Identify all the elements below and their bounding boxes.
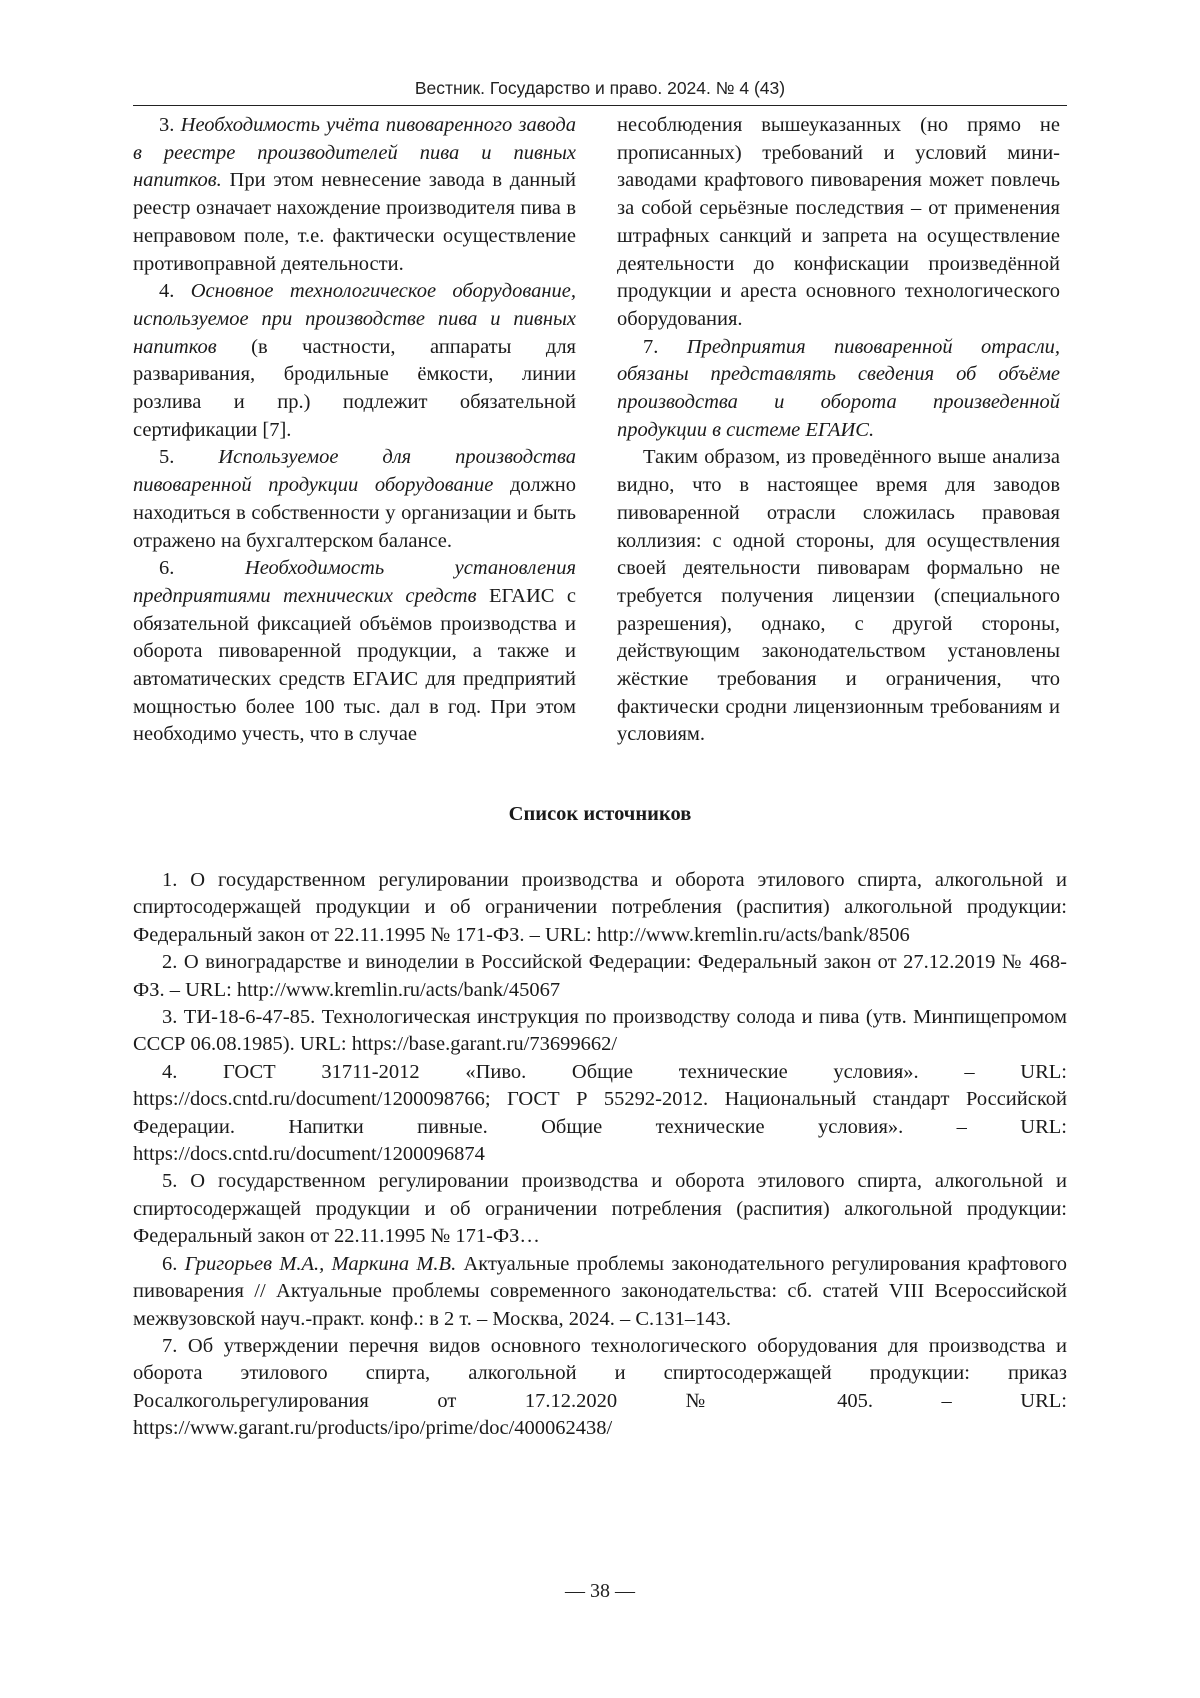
paragraph-item-4 — [133, 278, 576, 444]
reference-text: 7. Об утверждении перечня видов основного технологического оборудования для производства и оборота этилового спирта, алкогольной и спиртосодержащей продукции: приказ Росалкогольрегулирования от 17.12.2020 № 405. – URL: https://www.garant.ru/products/ipo/prime/doc/400062438/ — [133, 1334, 1067, 1440]
item-heading-italic: Предприятия пивоваренной отрасли, обязаны представлять сведения об объёме производства и оборота произведенной продукции в системе ЕГАИС. — [617, 335, 1061, 441]
item-heading-italic: Необходимость учёта пивоваренного завода в реестре производителей пива и пивных напитков. — [133, 114, 576, 192]
reference-item — [133, 1251, 1067, 1333]
paragraph-item-3 — [133, 112, 576, 278]
reference-text: 2. О виноградарстве и виноделии в Российской Федерации: Федеральный закон от 27.12.2019 № 468-ФЗ. – URL: http://www.kremlin.ru/acts/bank/45067 — [133, 951, 1067, 1001]
item-heading-italic: Необходимость установления предприятиями технических средств — [133, 557, 576, 607]
reference-item — [133, 1168, 1067, 1250]
reference-text: 4. ГОСТ 31711-2012 «Пиво. Общие технические условия». – URL: https://docs.cntd.ru/document/1200098766; ГОСТ Р 55292-2012. Национальный стандарт Российской Федерации. Напитки пивные. Общие технические условия». – URL: https://docs.cntd.ru/document/1200096874 — [133, 1060, 1067, 1166]
header-rule — [133, 105, 1067, 106]
item-heading-italic: Используемое для производства пивоваренной продукции оборудование — [133, 446, 576, 497]
item-text: должно находиться в собственности у организации и быть отражено на бухгалтерском балансе. — [133, 474, 576, 552]
reference-item — [133, 1059, 1067, 1169]
reference-text: Актуальные проблемы законодательного регулирования крафтового пивоварения // Актуальные проблемы современного законодательства: сб. статей VIII Всероссийской межвузовской науч.-практ. конф.: в 2 т. – Москва, 2024. – С.131–143. — [133, 1252, 1068, 1330]
paragraph-item-7 — [617, 334, 1060, 445]
running-header: Вестник. Государство и право. 2024. № 4 (43) — [414, 78, 786, 98]
reference-item — [133, 867, 1067, 949]
paragraph-item-6-continued: несоблюдения вышеуказанных (но прямо не прописанных) требований и условий мини-заводами крафтового пивоварения может повлечь за собой серьёзные последствия – от применения штрафных санкций и запрета на осуществление деятельности до конфискации произведённой продукции и ареста основного технологического оборудования. — [617, 114, 1060, 330]
item-heading-italic: Основное технологическое оборудование, используемое при производстве пива и пивных напитков — [133, 280, 576, 358]
item-text: (в частности, аппараты для разваривания, бродильные ёмкости, линии розлива и пр.) подлежит обязательной сертификации [7]. — [133, 335, 576, 441]
reference-text: 1. О государственном регулировании производства и оборота этилового спирта, алкогольной и спиртосодержащей продукции и об ограничении потребления (распития) алкогольной продукции: Федеральный закон от 22.11.1995 № 171-ФЗ. – URL: http://www.kremlin.ru/acts/bank/8506 — [133, 869, 1067, 946]
item-number: 3. — [159, 114, 181, 136]
paragraph-item-5 — [133, 444, 576, 555]
paragraph-conclusion: Таким образом, из проведённого выше анализа видно, что в настоящее время для заводов пивоваренной отрасли сложилась правовая коллизия: с одной стороны, для осуществления своей деятельности пивоварам формально не требуется получения лицензии (специального разрешения), однако, с другой стороны, действующим законодательством установлены жёсткие требования и ограничения, что фактически сродни лицензионным требованиям и условиям. — [617, 446, 1060, 746]
reference-text: 5. О государственном регулировании производства и оборота этилового спирта, алкогольной и спиртосодержащей продукции и об ограничении потребления (распития) алкогольной продукции: Федеральный закон от 22.11.1995 № 171-ФЗ… — [133, 1170, 1067, 1248]
item-number: 6. — [159, 557, 245, 580]
paragraph-item-6 — [133, 555, 576, 749]
item-number: 4. — [159, 280, 191, 303]
reference-text: 3. ТИ-18-6-47-85. Технологическая инструкция по производству солода и пива (утв. Минпищепромом СССР 06.08.1985). URL: https://base.garant.ru/73699662/ — [133, 1006, 1067, 1056]
item-text: ЕГАИС с обязательной фиксацией объёмов производства и оборота пивоваренной продукции, а также и автоматических средств ЕГАИС для предприятий мощностью более 100 тыс. дал в год. При этом необходимо учесть, что в случае — [133, 584, 576, 746]
reference-item — [133, 1333, 1067, 1443]
reference-authors: Григорьев М.А., Маркина М.В. — [184, 1252, 457, 1275]
item-number: 5. — [159, 446, 219, 469]
item-text: При этом невнесение завода в данный реестр означает нахождение производителя пива в неправовом поле, т.е. фактически осуществление противоправной деятельности. — [133, 169, 576, 275]
reference-number: 6. — [162, 1252, 185, 1275]
reference-item — [133, 1004, 1067, 1059]
item-number: 7. — [643, 335, 687, 358]
left-column — [133, 112, 576, 749]
reference-item — [133, 949, 1067, 1004]
page-number: — 38 — — [565, 1580, 635, 1602]
references-title: Список источников — [508, 803, 692, 825]
right-column — [617, 112, 1060, 749]
references-list — [133, 867, 1067, 1443]
